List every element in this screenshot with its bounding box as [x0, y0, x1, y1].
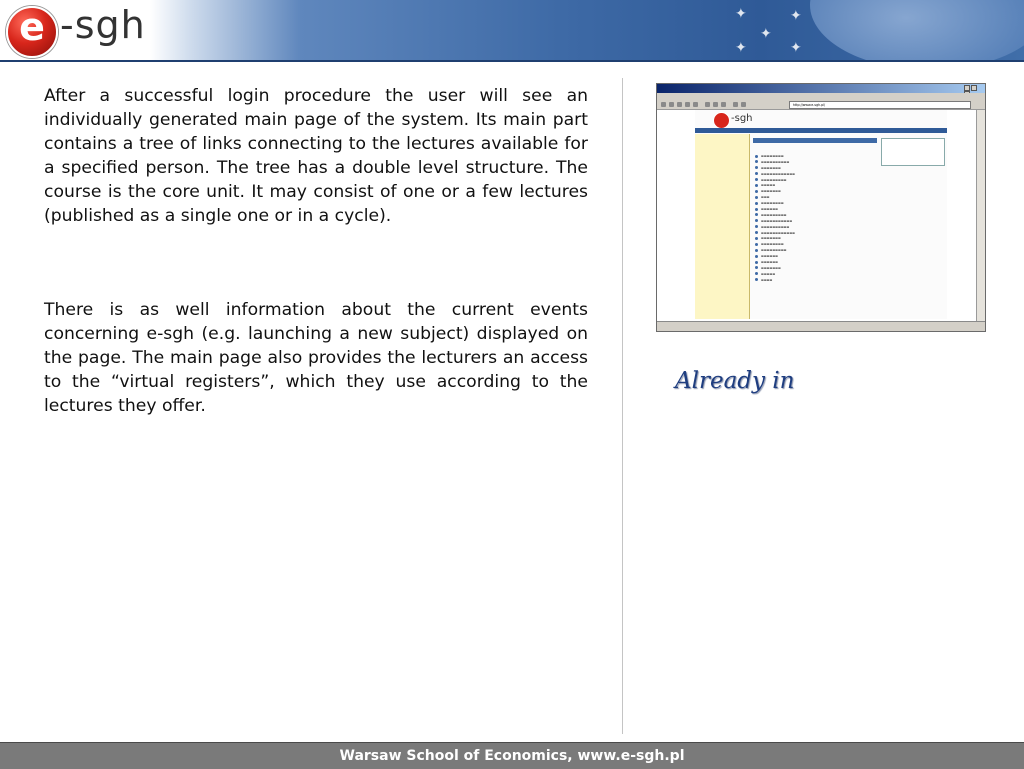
browser-screenshot [656, 83, 986, 332]
print-icon [741, 102, 746, 107]
logo-text: -sgh [60, 3, 146, 47]
tree-item: ▬▬▬▬▬▬▬▬▬▬▬▬ [755, 231, 875, 237]
screenshot-toolbar [657, 100, 985, 110]
screenshot-tree-header [753, 138, 877, 143]
screenshot-user-panel [881, 138, 945, 166]
forward-icon [669, 102, 674, 107]
logo-icon [6, 6, 58, 58]
tree-item: ▬▬▬▬▬ [755, 272, 875, 278]
search-icon [705, 102, 710, 107]
footer-text: Warsaw School of Economics, www.e-sgh.pl [339, 748, 685, 764]
screenshot-lecture-tree [755, 154, 875, 284]
tree-item: ▬▬▬▬▬▬▬▬▬▬ [755, 160, 875, 166]
tree-item: ▬▬▬▬▬▬▬▬▬▬▬ [755, 219, 875, 225]
history-icon [721, 102, 726, 107]
vertical-divider [622, 78, 623, 734]
sparkle-icon: ✦ [790, 40, 802, 56]
tree-item: ▬▬▬▬▬▬▬▬▬▬▬▬ [755, 172, 875, 178]
screenshot-menubar [657, 93, 985, 100]
favorites-icon [713, 102, 718, 107]
mail-icon [733, 102, 738, 107]
caption-already-in: Already in [675, 368, 795, 394]
screenshot-news-panel [695, 134, 750, 319]
tree-item: ▬▬▬▬▬▬▬ [755, 166, 875, 172]
tree-item: ▬▬▬▬▬▬▬▬ [755, 201, 875, 207]
tree-item: ▬▬▬▬▬▬▬▬▬ [755, 178, 875, 184]
tree-item: ▬▬▬▬▬▬ [755, 260, 875, 266]
paragraph-login: After a successful login procedure the user will see an individually generated main page of the system. Its main part contains a tree of links connecting to the lectures available for a specified person. The tree has a double level structure. The course is the core unit. It may consist of one or a few lectures (published as a single one or in a cycle). [44, 86, 588, 226]
tree-item: ▬▬▬▬▬ [755, 183, 875, 189]
stop-icon [677, 102, 682, 107]
sparkle-icon: ✦ [735, 40, 747, 56]
screenshot-scrollbar [976, 110, 985, 321]
logo-letter: e [19, 5, 45, 49]
tree-item: ▬▬▬▬▬▬▬▬ [755, 242, 875, 248]
screenshot-statusbar [657, 321, 985, 332]
window-buttons-icon [963, 85, 983, 92]
screenshot-address-bar [789, 101, 971, 109]
screenshot-address-text: http://www.e-sgh.pl/ [793, 103, 826, 107]
tree-item: ▬▬▬▬▬▬▬ [755, 189, 875, 195]
tree-item: ▬▬▬▬▬▬ [755, 207, 875, 213]
screenshot-titlebar [657, 84, 985, 93]
header-banner [0, 0, 1024, 62]
sparkle-icon: ✦ [790, 8, 802, 24]
tree-item: ▬▬▬▬▬▬▬▬▬ [755, 213, 875, 219]
screenshot-page [695, 110, 947, 319]
tree-item: ▬▬▬▬▬▬▬▬▬▬ [755, 225, 875, 231]
sparkle-icon: ✦ [760, 26, 772, 42]
tree-item: ▬▬▬▬ [755, 278, 875, 284]
tree-item: ▬▬▬▬▬▬▬▬ [755, 154, 875, 160]
screenshot-nav-bar [695, 128, 947, 133]
paragraph-events: There is as well information about the current events concerning e-sgh (e.g. launching a new subject) displayed on the page. The main page also provides the lecturers an access to the “virtual registers”, which they use according to the lectures they offer. [44, 300, 588, 416]
tree-item: ▬▬▬▬▬▬▬ [755, 266, 875, 272]
back-icon [661, 102, 666, 107]
tree-item: ▬▬▬ [755, 195, 875, 201]
tree-item: ▬▬▬▬▬▬▬▬▬ [755, 248, 875, 254]
sparkle-icon: ✦ [735, 6, 747, 22]
home-icon [693, 102, 698, 107]
refresh-icon [685, 102, 690, 107]
footer-bar [0, 742, 1024, 769]
screenshot-logo-text: -sgh [731, 113, 753, 124]
tree-item: ▬▬▬▬▬▬ [755, 254, 875, 260]
screenshot-logo-icon [713, 112, 730, 129]
tree-item: ▬▬▬▬▬▬▬ [755, 236, 875, 242]
